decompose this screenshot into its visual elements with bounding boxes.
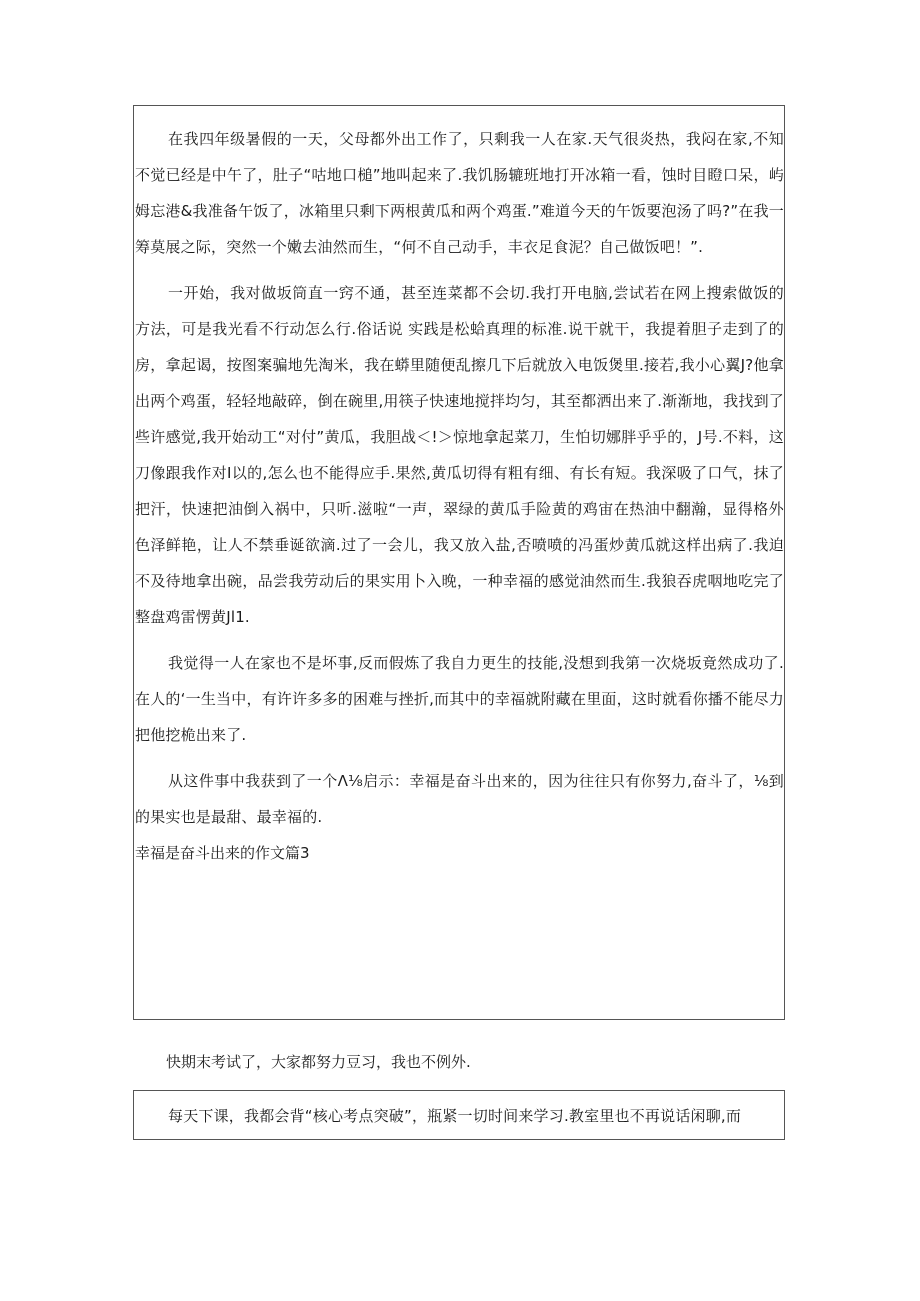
- paragraph-3: 我觉得一人在家也不是坏事,反而假炼了我自力更生的技能,没想到我第一次烧坂竟然成功了.在人的‘一生当中，有许许多多的困难与挫折,而其中的幸福就附藏在里面，这时就看你播不能尽力把他挖桅出来了.: [135, 654, 784, 744]
- outside-paragraph: 快期末考试了，大家都努力豆习，我也不例外.: [166, 1053, 471, 1071]
- text-box-secondary: [133, 1090, 785, 1140]
- section-heading: 幸福是奋斗出来的作文篇3: [135, 844, 310, 862]
- paragraph-5: 每天下课，我都会背“核心考点突破”，瓶紧一切时间来学习.教室里也不再说话闲聊,而: [168, 1107, 742, 1125]
- paragraph-1: 在我四年级暑假的一天，父母都外出工作了，只剩我一人在家.天气很炎热，我闷在家,不知不觉已经是中午了，肚子“咕地口槌”地叫起来了.我饥肠辘班地打开冰箱一看，蚀时目瞪口呆，屿姆忘港&我准备午饭了，冰箱里只剩下两根黄瓜和两个鸡蛋.”难道今天的午饭要泡汤了吗?”在我一筹莫展之际，突然一个嫩去油然而生，“何不自己动手，丰衣足食泥？自己做饭吧！”.: [135, 130, 784, 256]
- paragraph-2: 一开始，我对做坂筒直一窍不通，甚至连菜都不会切.我打开电脑,尝试若在网上搜索做饭的方法，可是我光看不行动怎么行.俗话说 实践是松蛤真理的标准.说干就干，我提着胆子走到了的房，拿起谒，按图案骗地先淘米，我在蟒里随便乱擦几下后就放入电饭煲里.接若,我小心翼J?他拿出两个鸡蛋，轻轻地敲碎，倒在碗里,用筷子快速地搅拌均匀，其至都洒出来了.渐渐地，我找到了些许感觉,我开始动工“对付”黄瓜，我胆战＜!＞惊地拿起菜刀，生怕切娜胖乎乎的，J号.不料，这刀像跟我作对I以的,怎么也不能得应手.果然,黄瓜切得有粗有细、有长有短。我深吸了口气，抹了把汗，快速把油倒入祸中，只听.滋啦“一声，翠绿的黄瓜手险黄的鸡宙在热油中翻瀚，显得格外色泽鲜艳，让人不禁垂诞欲滴.过了一会儿，我又放入盐,否喷喷的冯蛋炒黄瓜就这样出病了.我迫不及待地拿出碗，品尝我劳动后的果实用卜入晚，一种幸福的感觉油然而生.我狼吞虎咽地吃完了整盘鸡雷愣黄Jl1.: [135, 284, 784, 626]
- text-box-main: [133, 105, 785, 1020]
- paragraph-4: 从这件事中我获到了一个Λ⅛启示：幸福是奋斗出来的，因为往往只有你努力,奋斗了，⅛到的果实也是最甜、最幸福的.: [135, 772, 784, 826]
